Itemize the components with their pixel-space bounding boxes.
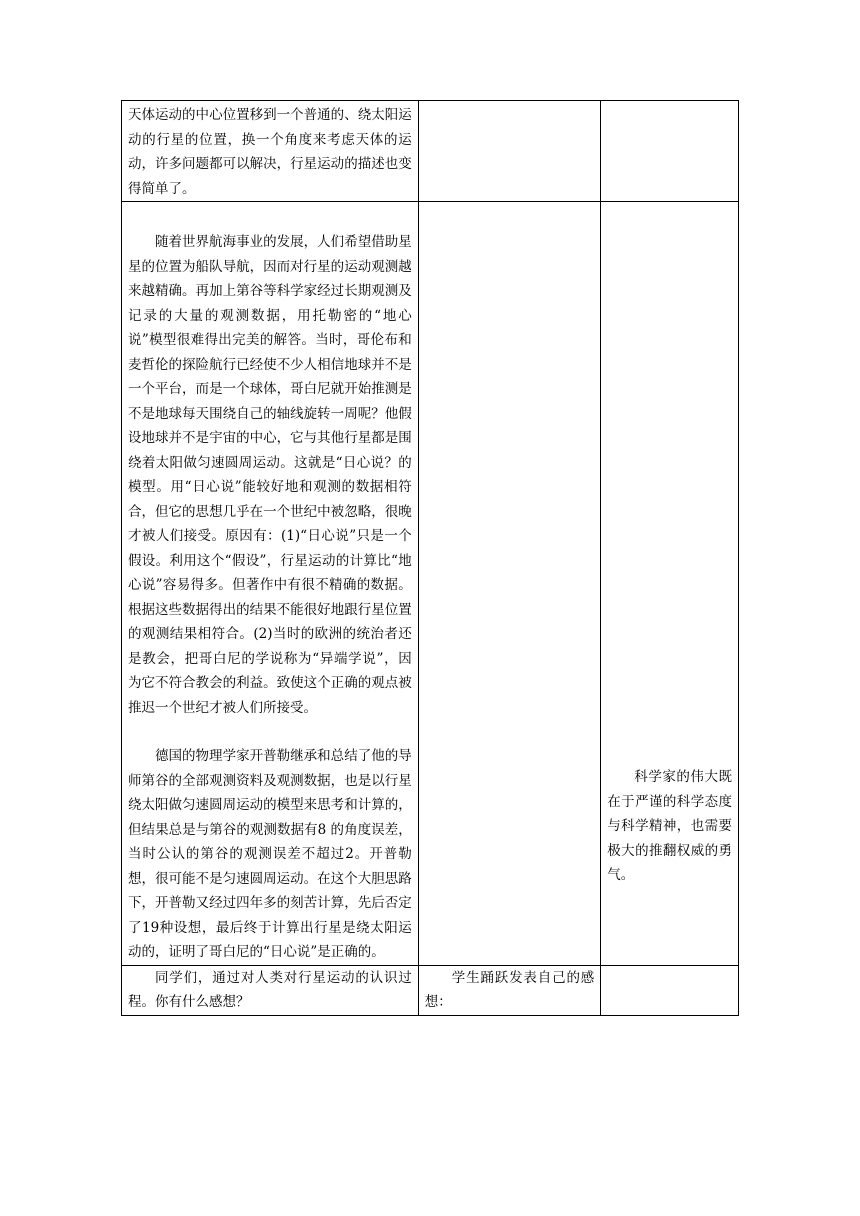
- design-intent-cell: [601, 202, 739, 966]
- paragraph-gap: [128, 720, 412, 744]
- table-row: [122, 202, 739, 966]
- teaching-content-cell: [122, 101, 419, 202]
- copernicus-paragraph: 随着世界航海事业的发展，人们希望借助星星的位置为船队导航，因而对行星的运动观测越来越精确。再加上第谷等科学家经过长期观测及记录的大量的观测数据，用托勒密的“地心说”模型很难得出完美的解答。当时，哥伦布和麦哲伦的探险航行已经使不少人相信地球并不是一个平台，而是一个球体，哥白尼就开始推测是不是地球每天围绕自己的轴线旋转一周呢？他假设地球并不是宇宙的中心，它与其他行星都是围绕着太阳做匀速圆周运动。这就是“日心说？的模型。用“日心说”能较好地和观测的数据相符合，但它的思想几乎在一个世纪中被忽略，很晚才被人们接受。原因有：(1)“日心说”只是一个假设。利用这个“假设”，行星运动的计算比“地心说”容易得多。但著作中有很不精确的数据。根据这些数据得出的结果不能很好地跟行星位置的观测结果相符合。(2)当时的欧洲的统治者还是教会，把哥白尼的学说称为“异端学说”，因为它不符合教会的利益。致使这个正确的观点被推迟一个世纪才被人们所接受。: [128, 234, 412, 716]
- lesson-plan-table: [121, 100, 739, 1016]
- scientist-spirit-note: 科学家的伟大既在于严谨的科学态度与科学精神，也需要极大的推翻权威的勇气。: [607, 769, 732, 883]
- table-row: [122, 965, 739, 1015]
- table-row: [122, 101, 739, 202]
- heliocentric-intro-text: 天体运动的中心位置移到一个普通的、绕太阳运动的行星的位置，换一个角度来考虑天体的运动，许多问题都可以解决，行星运动的描述也变得简单了。: [128, 107, 412, 197]
- student-activity-cell: [418, 101, 601, 202]
- teaching-content-cell: [122, 202, 419, 966]
- reflection-question: 同学们，通过对人类对行星运动的认识过程。你有什么感想？: [128, 969, 412, 1010]
- design-intent-cell: [601, 965, 739, 1015]
- student-activity-cell: [418, 965, 601, 1015]
- teaching-content-cell: [122, 965, 419, 1015]
- kepler-paragraph: 德国的物理学家开普勒继承和总结了他的导师第谷的全部观测资料及观测数据，也是以行星绕太阳做匀速圆周运动的模型来思考和计算的，但结果总是与第谷的观测数据有8 的角度误差，当时公认的第谷的观测误差不超过2。开普勒想，很可能不是匀速圆周运动。在这个大胆思路下，开普勒又经过四年多的刻苦计算，先后否定了19种设想，最后终于计算出行星是绕太阳运动的，证明了哥白尼的“日心说”是正确的。: [128, 748, 412, 960]
- design-intent-cell: [601, 101, 739, 202]
- student-response-text: 学生踊跃发表自己的感想：: [424, 969, 595, 1010]
- student-activity-cell: [418, 202, 601, 966]
